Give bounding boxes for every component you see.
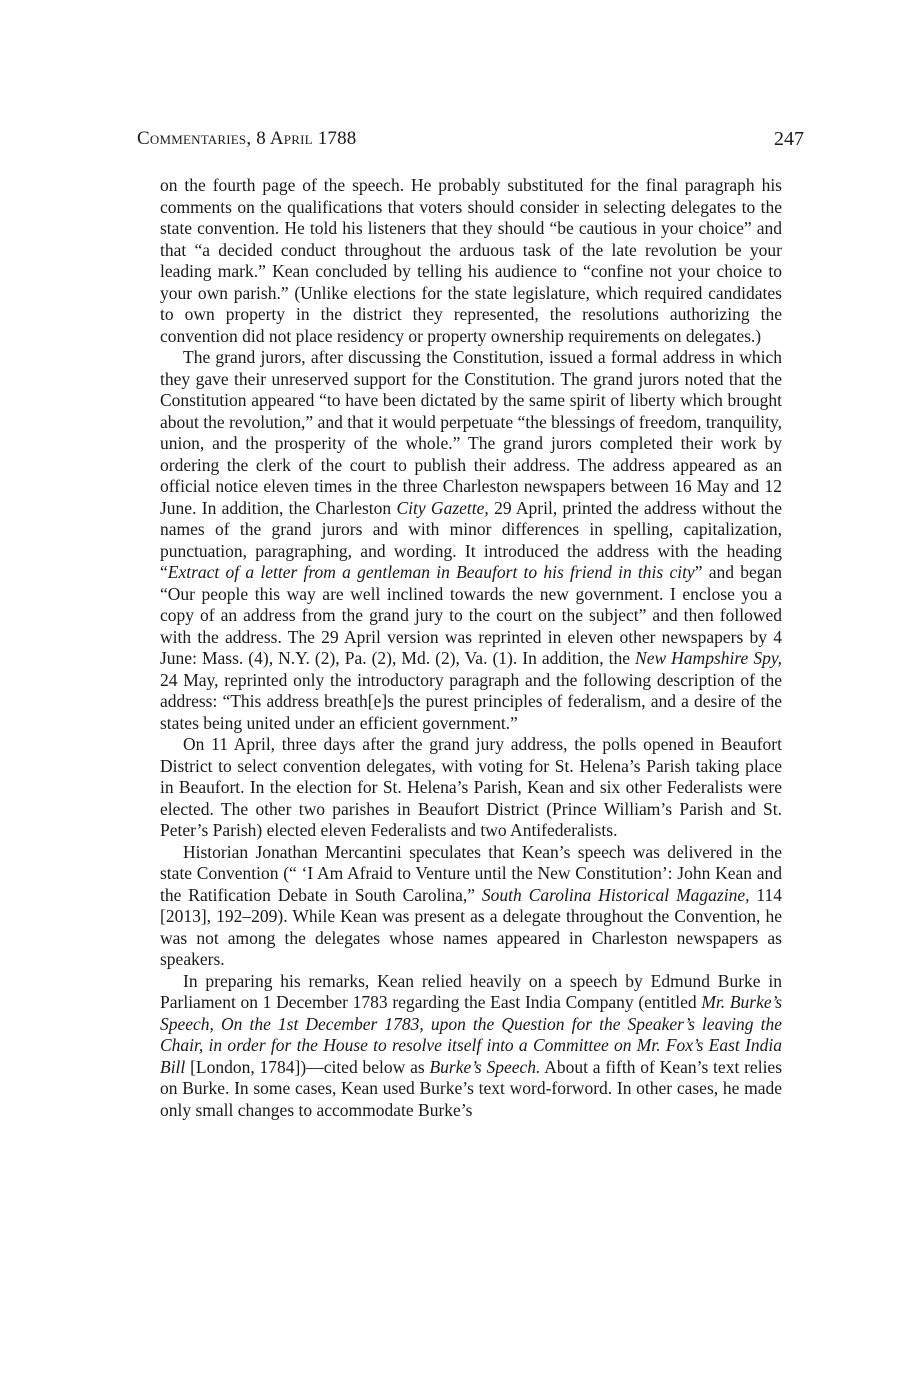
paragraph-5 [160, 971, 782, 1122]
running-head [137, 128, 804, 156]
paragraph-4 [160, 842, 782, 971]
paragraph-4-italic-1: South Carolina Historical Magazine, [481, 884, 750, 905]
paragraph-2 [160, 347, 782, 734]
paragraph-2-text-1: The grand jurors, after discussing the Constitution, issued a formal address in which they gave their unreserved support for the Constitution. The grand jurors noted that the Constitution appeared “to have been dictated by the same spirit of liberty which brought about the revolution,” and that it would perpetuate “the blessings of freedom, tranquility, union, and the prosperity of the whole.” The grand jurors completed their work by ordering the clerk of the court to publish their address. The address appeared as an official notice eleven times in the three Charleston newspapers between 16 May and 12 June. In addition, the Charleston [160, 347, 782, 518]
paragraph-2-text-2: 29 April, printed the address without the names of the grand jurors and with minor differences in spelling, capitalization, punctuation, paragraphing, and wording. It introduced the address with the heading “ [160, 497, 782, 582]
page-number: 247 [774, 128, 804, 150]
paragraph-1: on the fourth page of the speech. He probably substituted for the final paragraph his comments on the qualifications that voters should consider in selecting delegates to the state convention. He told his listeners that they should “be cautious in your choice” and that “a decided conduct throughout the arduous task of the late revolution be your leading mark.” Kean concluded by telling his audience to “confine not your choice to your own parish.” (Unlike elections for the state legislature, which required candidates to own property in the district they represented, the resolutions authorizing the convention did not place residency or property ownership requirements on delegates.) [160, 175, 782, 346]
running-title: Commentaries, 8 April 1788 [137, 128, 357, 149]
paragraph-2-italic-2: Extract of a letter from a gentleman in Beaufort to his friend in this city [167, 562, 695, 582]
paragraph-5-italic-2: Burke’s Speech. [429, 1056, 541, 1077]
paragraph-2-italic-1: City Gazette, [396, 497, 489, 518]
paragraph-5-text-2: [London, 1784])—cited below as [185, 1056, 430, 1077]
paragraph-4-text-2: 114 [2013], 192–209). While Kean was present as a delegate throughout the Convention, he was not among the delegates whose names appeared in Charleston newspapers as speakers. [160, 884, 782, 969]
paragraph-2-text-3: ” and began “Our people this way are well inclined towards the new government. I enclose you a copy of an address from the grand jury to the court on the subject” and then followed with the address. The 29 April version was reprinted in eleven other newspapers by 4 June: Mass. (4), N.Y. (2), Pa. (2), Md. (2), Va. (1). In addition, the [160, 562, 782, 668]
paragraph-4-text-1: Historian Jonathan Mercantini speculates that Kean’s speech was delivered in the state Convention (“ ‘I Am Afraid to Venture until the New Constitution’: John Kean and the Ratification Debate in South Carolina,” [160, 841, 782, 905]
body-text [160, 175, 782, 1121]
paragraph-2-text-4: 24 May, reprinted only the introductory paragraph and the following description of the address: “This address breath[e]s the purest principles of federalism, and a desire of the states being united under an efficient government.” [160, 669, 782, 733]
paragraph-5-italic-1: Mr. Burke’s Speech, On the 1st December 1783, upon the Question for the Speaker’s leaving the Chair, in order for the House to resolve itself into a Committee on Mr. Fox’s East India Bill [160, 992, 782, 1077]
paragraph-3: On 11 April, three days after the grand jury address, the polls opened in Beaufort District to select convention delegates, with voting for St. Helena’s Parish taking place in Beaufort. In the election for St. Helena’s Parish, Kean and six other Federalists were elected. The other two parishes in Beaufort District (Prince William’s Parish and St. Peter’s Parish) elected eleven Federalists and two Antifederalists. [160, 734, 782, 840]
paragraph-5-text-1: In preparing his remarks, Kean relied heavily on a speech by Edmund Burke in Parliament on 1 December 1783 regarding the East India Company (entitled [160, 970, 782, 1012]
paragraph-2-italic-3: New Hampshire Spy, [635, 648, 782, 668]
paragraph-5-text-3: About a fifth of Kean’s text relies on Burke. In some cases, Kean used Burke’s text word-forword. In other cases, he made only small changes to accommodate Burke’s [160, 1056, 783, 1120]
